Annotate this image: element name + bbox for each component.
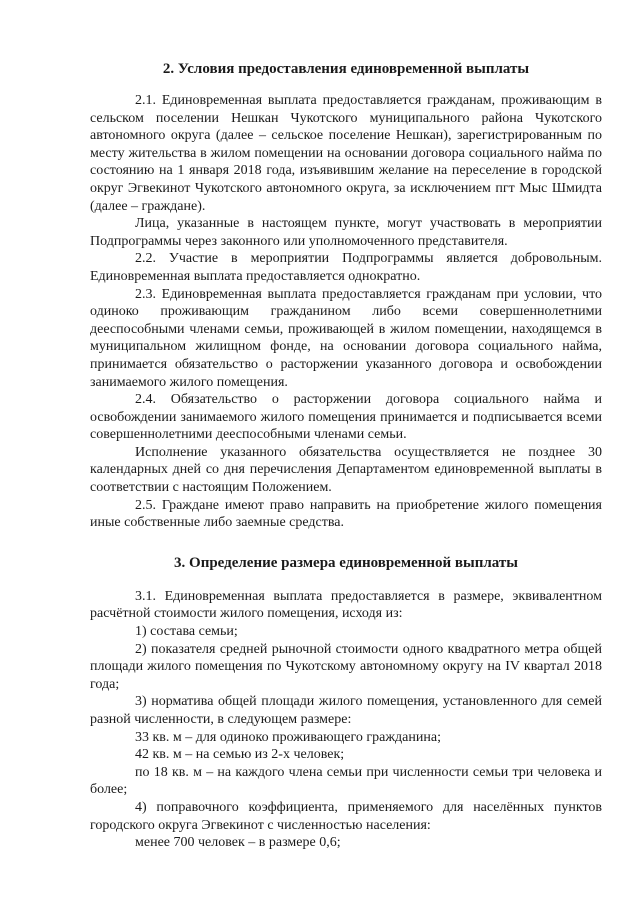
- paragraph-2-1-representatives: Лица, указанные в настоящем пункте, могут участвовать в мероприятии Подпрограммы через законного или уполномоченного представителя.: [90, 216, 602, 249]
- paragraph-2-4-deadline: Исполнение указанного обязательства осуществляется не позднее 30 календарных дней со дня перечисления Департаментом единовременной выплаты в соответствии с настоящим Положением.: [90, 444, 602, 496]
- list-item-area-norm: 3) норматива общей площади жилого помещения, установленного для семей разной численности, в следующем размере:: [90, 694, 602, 727]
- paragraph-2-2: 2.2. Участие в мероприятии Подпрограммы является добровольным. Единовременная выплата предоставляется однократно.: [90, 251, 602, 284]
- norm-three-plus: по 18 кв. м – на каждого члена семьи при численности семьи три человека и более;: [90, 764, 602, 798]
- coefficient-under-700: менее 700 человек – в размере 0,6;: [135, 835, 341, 851]
- list-item-market-price: 2) показателя средней рыночной стоимости одного квадратного метра общей площади жилого помещения по Чукотскому автономному округу на IV квартал 2018 года;: [90, 641, 602, 692]
- paragraph-2-1: 2.1. Единовременная выплата предоставляется гражданам, проживающим в сельском поселении Нешкан Чукотского муниципального района Чукотского автономного округа (далее – сельское поселение Нешкан), зарегистрированным по месту жительства в жилом помещении на основании договора социального найма по состоянию на 1 января 2018 года, изъявившим желание на переселение в городской округ Эгвекинот Чукотского автономного округа, за исключением пгт Мыс Шмидта (далее – граждане).: [90, 93, 602, 214]
- paragraph-3-1: 3.1. Единовременная выплата предоставляется в размере, эквивалентном расчётной стоимости жилого помещения, исходя из:: [90, 588, 602, 622]
- section-2-heading: 2. Условия предоставления единовременной выплаты: [162, 61, 530, 77]
- list-item-coefficient: 4) поправочного коэффициента, применяемого для населённых пунктов городского округа Эгвекинот с численностью населения:: [90, 799, 602, 833]
- paragraph-2-3: 2.3. Единовременная выплата предоставляется гражданам при условии, что одиноко проживающим гражданином либо всеми совершеннолетними дееспособными членами семьи, проживающей в жилом помещении, находящемся в муниципальном жилищном фонде, на основании договора социального найма, принимается обязательство о расторжении указанного договора и освобождении занимаемого жилого помещения.: [90, 286, 602, 390]
- paragraph-2-4: 2.4. Обязательство о расторжении договора социального найма и освобождении занимаемого жилого помещения принимается и подписывается всеми совершеннолетними дееспособными членами семьи.: [90, 392, 602, 443]
- list-item-family-composition: 1) состава семьи;: [135, 624, 238, 640]
- section-3-heading: 3. Определение размера единовременной выплаты: [174, 554, 518, 571]
- paragraph-2-5: 2.5. Граждане имеют право направить на приобретение жилого помещения иные собственные либо заемные средства.: [90, 497, 602, 531]
- norm-single: 33 кв. м – для одиноко проживающего гражданина;: [135, 729, 441, 745]
- norm-two-persons: 42 кв. м – на семью из 2-х человек;: [135, 747, 345, 763]
